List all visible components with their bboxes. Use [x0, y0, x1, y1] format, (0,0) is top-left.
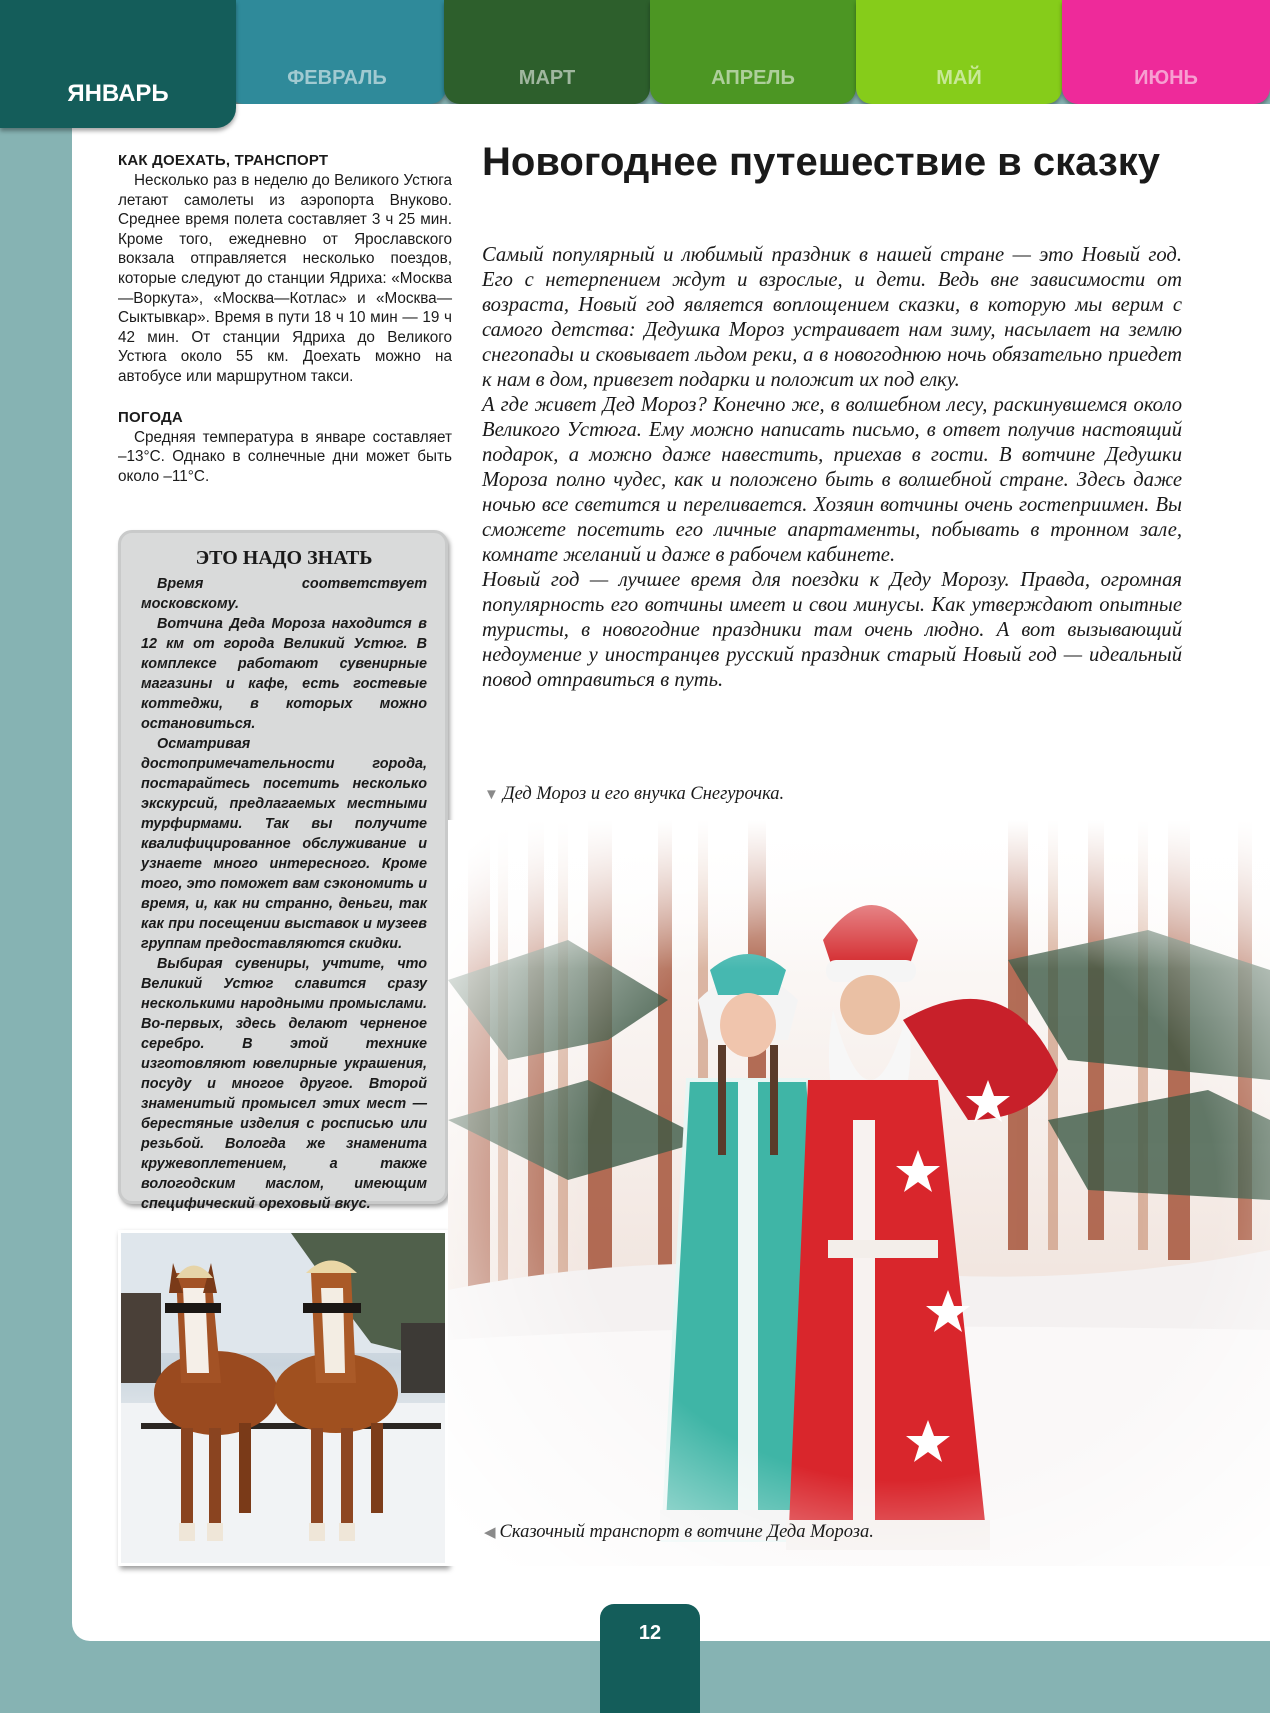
main-photo-caption: ▼ Дед Мороз и его внучка Снегурочка.: [484, 784, 785, 804]
triangle-down-icon: ▼: [484, 787, 499, 803]
tab-may[interactable]: МАЙ: [856, 0, 1062, 104]
left-column: [118, 152, 452, 486]
article-body: [482, 243, 1182, 693]
triangle-left-icon: ◀: [484, 1525, 496, 1541]
forest-scene-illustration: [448, 820, 1270, 1566]
article-paragraph: Новый год — лучшее время для поездки к Деду Морозу. Правда, огромная популярность его вотчины имеет и свои минусы. Как утверждают опытные туристы, в новогодние праздники там очень людно. А вот вызывающий недоумение у иностранцев русский праздник старый Новый год — идеальный повод отправиться в путь.: [482, 569, 1182, 691]
info-paragraph: Осматривая достопримечательности города, постарайтесь посетить несколько экскурсий, предлагаемых местными турфирмами. Так вы получите квалифицированное обслуживание и узнаете много интересного. Кроме того, это поможет вам сэкономить и время, и, как ни странно, деньги, так как при посещении выставок и музеев группам предоставляются скидки.: [141, 736, 427, 952]
horse-photo-caption: ◀ Сказочный транспорт в вотчине Деда Мороза.: [484, 1522, 874, 1542]
weather-text: Средняя температура в январе составляет –13°С. Однако в солнечные дни может быть около –11°С.: [118, 428, 452, 485]
article-paragraph: А где живет Дед Мороз? Конечно же, в волшебном лесу, раскинувшемся около Великого Устюга. Ему можно написать письмо, в ответ получив настоящий подарок, а можно даже навестить, приехав в гости. В вотчине Дедушки Мороза полно чудес, как и положено быть в волшебной стране. Здесь даже ночью все светится и переливается. Хозяин вотчины очень гостеприимен. Вы сможете посетить его личные апартаменты, побывать в тронном зале, комнате желаний и даже в рабочем кабинете.: [482, 394, 1182, 566]
weather-heading: ПОГОДА: [118, 408, 183, 426]
transport-heading: КАК ДОЕХАТЬ, ТРАНСПОРТ: [118, 152, 329, 169]
info-paragraph: Выбирая сувениры, учтите, что Великий Устюг славится сразу несколькими народными промыслами. Во-первых, здесь делают черненое серебро. В этой технике изготовляют ювелирные украшения, посуду и многое другое. Второй знаменитый промысел этих мест — берестяные изделия с росписью или резьбой. Вологда же знаменита кружевоплетением, а также вологодским маслом, имеющим специфический ореховый вкус.: [141, 956, 427, 1212]
tab-april[interactable]: АПРЕЛЬ: [650, 0, 856, 104]
tab-march[interactable]: МАРТ: [444, 0, 650, 104]
article-title: Новогоднее путешествие в сказку: [482, 140, 1161, 184]
article-paragraph: Самый популярный и любимый праздник в нашей стране — это Новый год. Его с нетерпением ждут и взрослые, и дети. Ведь вне зависимости от возраста, Новый год является воплощением сказки, в которую мы верим с самого детства: Дедушка Мороз устраивает нам зиму, насылает на землю снегопады и сковывает льдом реки, а в новогоднюю ночь обязательно приедет к нам в дом, привезет подарки и положит их под елку.: [482, 244, 1182, 391]
horse-illustration: [121, 1233, 445, 1563]
page-number: 12: [600, 1604, 700, 1713]
tab-june[interactable]: ИЮНЬ: [1062, 0, 1270, 104]
tab-january[interactable]: ЯНВАРЬ: [0, 0, 236, 128]
info-paragraph: Вотчина Деда Мороза находится в 12 км от города Великий Устюг. В комплексе работают сувенирные магазины и кафе, есть гостевые коттеджи, в которых можно остановиться.: [141, 616, 427, 732]
horse-sleigh-photo: [118, 1230, 448, 1566]
transport-text: Несколько раз в неделю до Великого Устюга летают самолеты из аэропорта Внуково. Среднее время полета составляет 3 ч 25 мин. Кроме того, ежедневно от Ярославского вокзала отправляется несколько поездов, которые следуют до станции Ядриха: «Москва—Воркута», «Москва—Котлас» и «Москва—Сыктывкар». Время в пути 18 ч 10 мин — 19 ч 42 мин. От станции Ядриха до Великого Устюга около 55 км. Доехать можно на автобусе или маршрутном такси.: [118, 172, 452, 385]
ded-moroz-snegurochka-photo: [448, 820, 1270, 1566]
info-box-title: ЭТО НАДО ЗНАТЬ: [195, 547, 373, 569]
tab-february[interactable]: ФЕВРАЛЬ: [228, 0, 446, 104]
info-paragraph: Время соответствует московскому.: [141, 576, 427, 612]
info-box: [118, 530, 448, 1212]
